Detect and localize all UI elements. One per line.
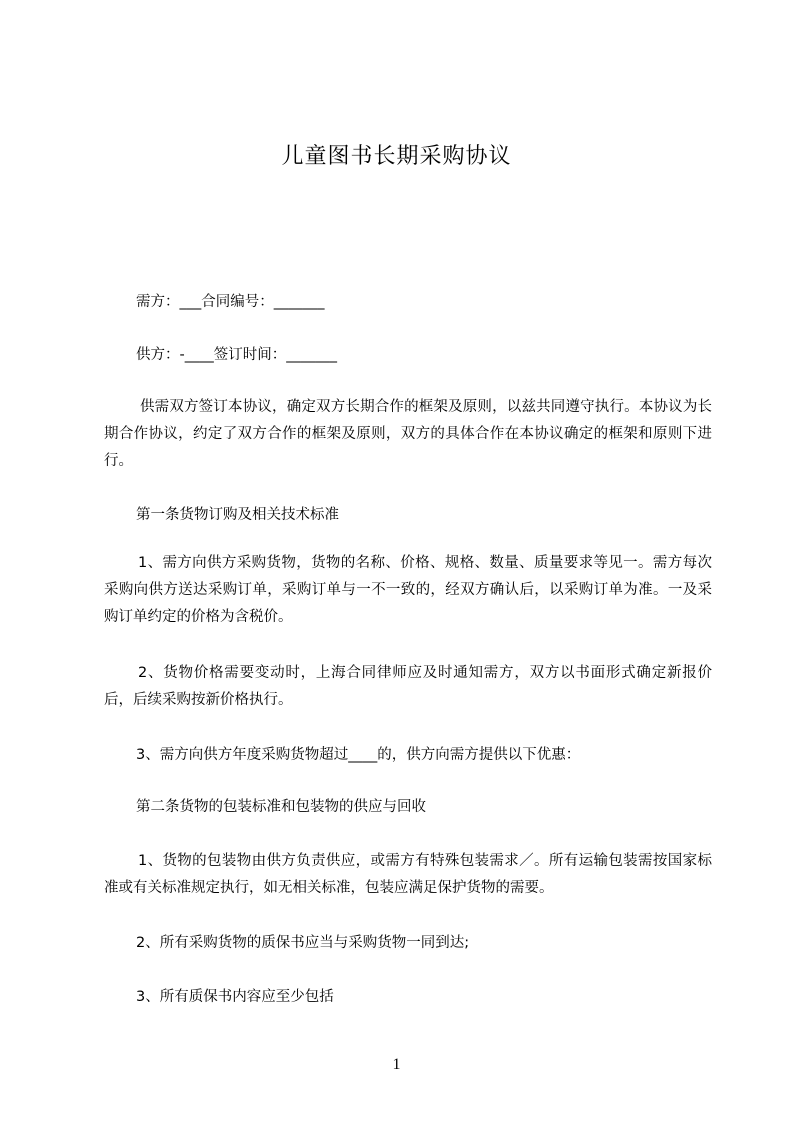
article-2-clause-3: 3、所有质保书内容应至少包括 (136, 989, 334, 1005)
article-1-clause-2: 2、货物价格需要变动时，上海合同律师应及时通知需方，双方以书面形式确定新报价后，后续采购按新价格执行。 (104, 665, 712, 708)
page-number: 1 (392, 1056, 401, 1073)
article-1-heading: 第一条货物订购及相关技术标准 (136, 507, 339, 523)
supplier-signing-line: 供方：-____签订时间：_______ (136, 347, 337, 363)
article-1-clause-1: 1、需方向供方采购货物，货物的名称、价格、规格、数量、质量要求等见一。需方每次采购向供方送达采购订单，采购订单与一不一致的，经双方确认后，以采购订单为准。一及采购订单约定的价格为含税价。 (104, 555, 712, 625)
intro-paragraph: 供需双方签订本协议，确定双方长期合作的框架及原则，以兹共同遵守执行。本协议为长期合作协议，约定了双方合作的框架及原则，双方的具体合作在本协议确定的框架和原则下进行。 (104, 399, 712, 469)
buyer-contract-line: 需方：___合同编号：_______ (136, 294, 325, 310)
article-1-clause-3: 3、需方向供方年度采购货物超过____的，供方向需方提供以下优惠： (136, 747, 581, 763)
article-2-clause-2: 2、所有采购货物的质保书应当与采购货物一同到达; (136, 935, 470, 951)
document-title: 儿童图书长期采购协议 (281, 144, 512, 169)
article-2-heading: 第二条货物的包装标准和包装物的供应与回收 (136, 799, 426, 815)
article-2-clause-1: 1、货物的包装物由供方负责供应，或需方有特殊包装需求／。所有运输包装需按国家标准或有关标准规定执行，如无相关标准，包装应满足保护货物的需要。 (104, 853, 712, 896)
